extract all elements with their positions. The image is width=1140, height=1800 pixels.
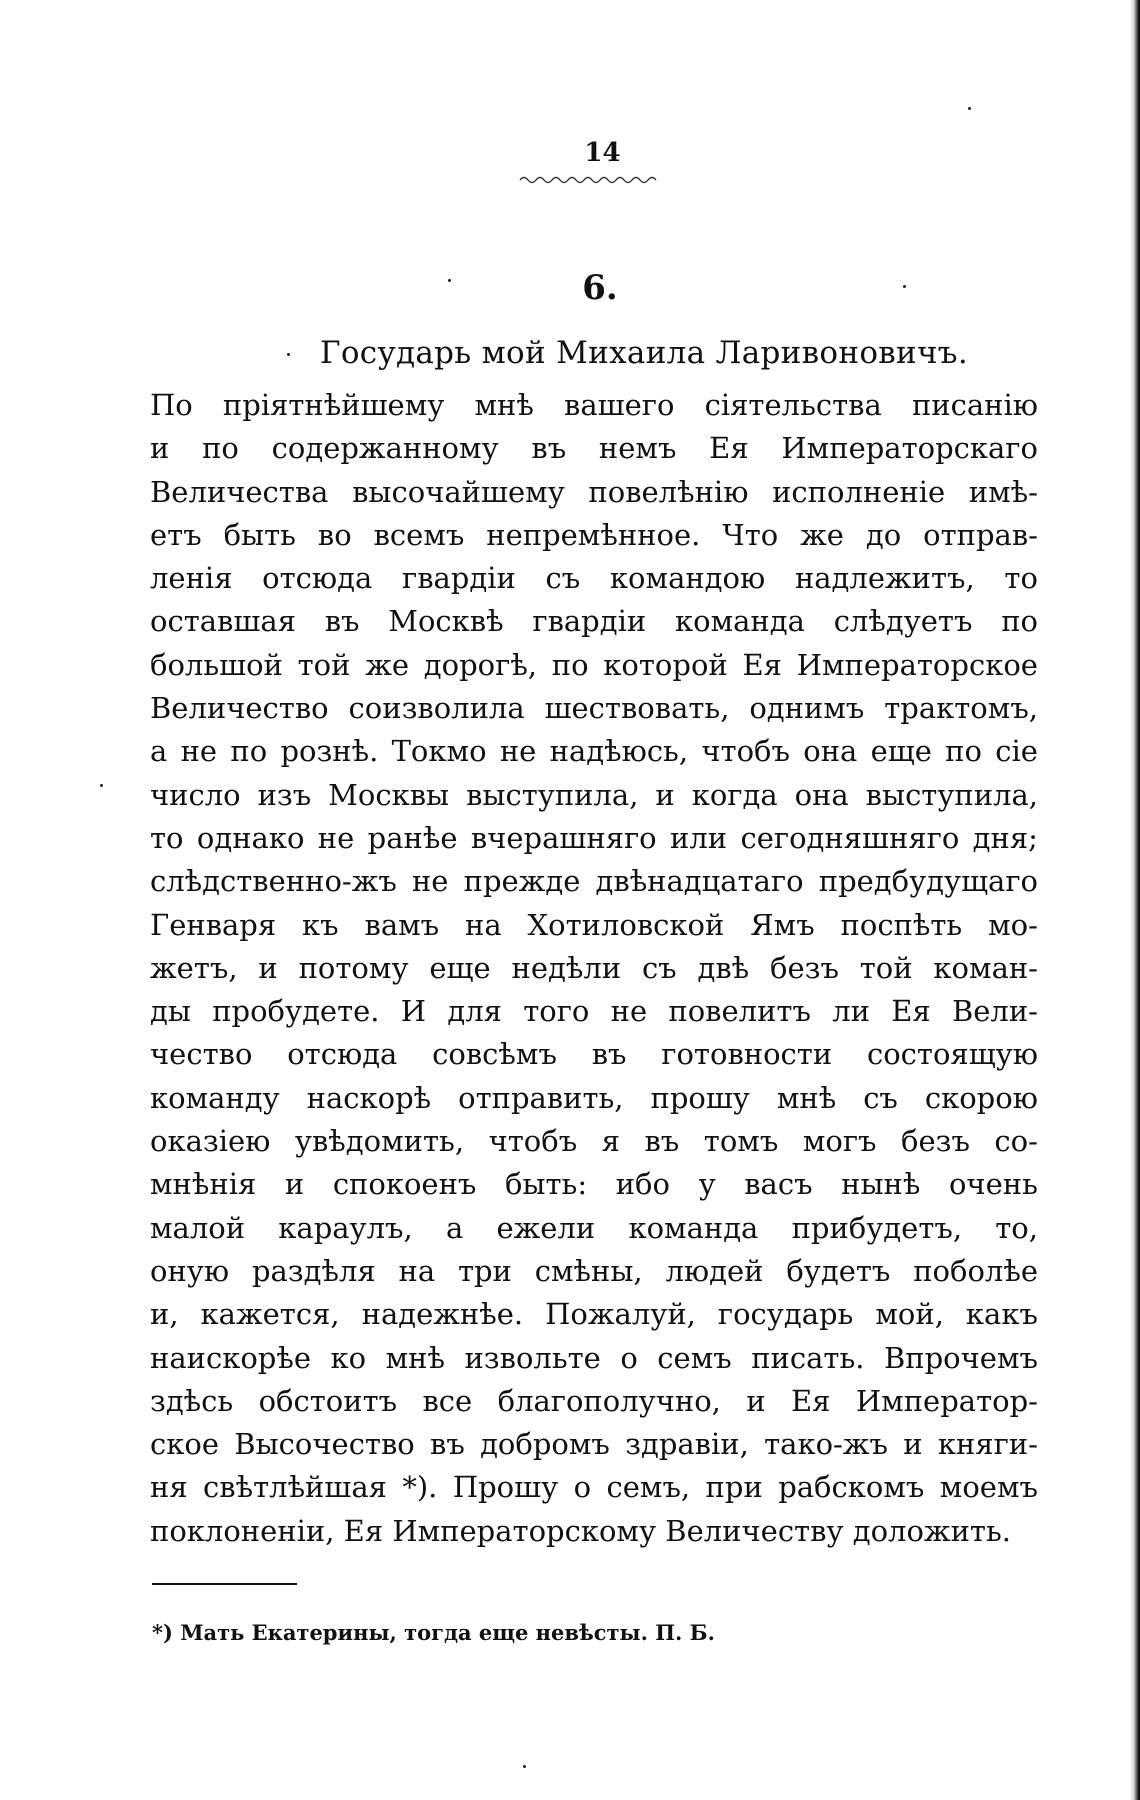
word: большой <box>150 647 283 682</box>
text-line <box>150 1120 1038 1163</box>
word: семъ, <box>606 1470 691 1505</box>
word: Высочество <box>234 1427 415 1462</box>
word: безъ <box>770 950 839 985</box>
word: ское <box>150 1427 219 1462</box>
word: тако-жъ <box>764 1427 888 1462</box>
word: о <box>573 1470 592 1505</box>
word: той <box>297 647 351 682</box>
word: готовности <box>661 1037 833 1072</box>
word: отправ- <box>923 517 1038 552</box>
word: однако <box>196 820 305 855</box>
word: наискорѣе <box>150 1340 311 1375</box>
word: отправить, <box>458 1080 624 1115</box>
word: двѣнадцатаго <box>595 864 804 899</box>
word: той <box>859 950 913 985</box>
word: не <box>610 994 648 1029</box>
word: шествовать, <box>544 691 730 726</box>
word: обстоитъ <box>258 1383 398 1418</box>
word: быть <box>223 517 296 552</box>
word: Вели- <box>951 994 1038 1029</box>
word: княги- <box>937 1427 1038 1462</box>
text-line <box>150 471 1038 514</box>
word: и <box>150 431 170 466</box>
word: Москвѣ <box>388 604 504 639</box>
word: оказіею <box>150 1124 271 1159</box>
word: будетъ <box>786 1253 891 1288</box>
word: Прошу <box>452 1470 559 1505</box>
text-line <box>150 817 1038 860</box>
word: Токмо <box>391 734 487 769</box>
text-line <box>150 1293 1038 1336</box>
word: же <box>365 647 410 682</box>
text-line <box>150 860 1038 903</box>
word: семъ <box>657 1340 732 1375</box>
word: того <box>523 994 590 1029</box>
word: оставшая <box>150 604 296 639</box>
text-line <box>150 1466 1038 1509</box>
text-line <box>150 1250 1038 1293</box>
word: Ея <box>709 431 749 466</box>
word: въ <box>430 1427 465 1462</box>
word: извольте <box>464 1340 601 1375</box>
word: И <box>400 994 427 1029</box>
word: высочайшему <box>352 474 565 509</box>
word: и <box>655 777 675 812</box>
word: съ <box>863 1080 898 1115</box>
word: же <box>800 517 844 552</box>
word: со- <box>994 1124 1038 1159</box>
speck <box>968 107 971 110</box>
word: Величество <box>150 691 329 726</box>
text-line <box>150 947 1038 990</box>
word: на <box>465 907 502 942</box>
ornament-divider <box>518 175 673 187</box>
word: во <box>317 517 352 552</box>
word: соизволила <box>348 691 525 726</box>
word: рабскомъ <box>778 1470 925 1505</box>
word: команда <box>675 604 805 639</box>
word: наскорѣ <box>306 1080 432 1115</box>
word: предбудущаго <box>818 864 1038 899</box>
word: и <box>284 1167 305 1202</box>
word: у <box>698 1167 716 1202</box>
word: недѣли <box>511 950 622 985</box>
word: чество <box>150 1037 253 1072</box>
word: сіятельства <box>704 388 882 422</box>
word: Москвы <box>328 777 450 812</box>
word: мо- <box>988 907 1038 942</box>
word: Ея <box>891 994 931 1029</box>
text-line <box>150 1163 1038 1206</box>
word: По <box>150 388 193 422</box>
word: дня; <box>972 820 1038 855</box>
word: писать. <box>751 1340 865 1375</box>
word: надежнѣе. <box>361 1297 524 1332</box>
word: поболѣе <box>913 1253 1038 1288</box>
word: вамъ <box>364 907 440 942</box>
word: мнѣнія <box>150 1167 257 1202</box>
text-line <box>150 1423 1038 1466</box>
word: для <box>447 994 502 1029</box>
word: какъ <box>965 1297 1038 1332</box>
word: Императорское <box>796 647 1038 682</box>
word: вашего <box>564 388 675 422</box>
word: по <box>945 734 982 769</box>
word: команду <box>150 1080 280 1115</box>
letter-salutation: Государь мой Михаила Ларивоновичъ. <box>320 335 968 371</box>
word: не <box>411 864 449 899</box>
word: въ <box>324 604 360 639</box>
text-line <box>150 730 1038 773</box>
word: повелитъ <box>668 994 811 1029</box>
text-line <box>150 1380 1038 1423</box>
word: могъ <box>802 1124 877 1159</box>
text-line-last: поклоненіи, Ея Императорскому Величеству доложить. <box>150 1513 1011 1548</box>
section-number: 6. <box>582 268 618 308</box>
word: вчерашняго <box>470 820 657 855</box>
word: смѣны, <box>534 1253 643 1288</box>
word: потому <box>298 950 409 985</box>
word: надѣюсь, <box>549 734 689 769</box>
word: прошу <box>650 1080 750 1115</box>
word: здравіи, <box>625 1427 749 1462</box>
word: а <box>445 1210 464 1245</box>
text-line <box>150 514 1038 557</box>
text-line <box>150 644 1038 687</box>
word: свѣтлѣйшая <box>203 1470 387 1505</box>
speck <box>523 1765 526 1768</box>
word: ежели <box>496 1210 596 1245</box>
text-line <box>150 687 1038 730</box>
word: и <box>746 1383 766 1418</box>
word: оную <box>150 1253 230 1288</box>
word: прежде <box>463 864 581 899</box>
word: нынѣ <box>841 1167 921 1202</box>
word: здѣсь <box>150 1383 234 1418</box>
word: о <box>620 1340 638 1375</box>
word: государь <box>717 1297 854 1332</box>
word: людей <box>665 1253 764 1288</box>
text-line <box>150 427 1038 470</box>
word: безъ <box>901 1124 970 1159</box>
word: которой <box>603 647 728 682</box>
word: Генваря <box>150 907 277 942</box>
word: ибо <box>615 1167 670 1202</box>
text-line <box>150 774 1038 817</box>
text-line <box>150 1077 1038 1120</box>
word: не <box>317 820 355 855</box>
word: чтобъ <box>701 734 790 769</box>
word: имѣ- <box>968 474 1038 509</box>
word: скорою <box>924 1080 1038 1115</box>
word: *). <box>402 1470 438 1505</box>
word: выступила, <box>865 777 1038 812</box>
word: изъ <box>257 777 312 812</box>
word: чтобъ <box>488 1124 578 1159</box>
text-line <box>150 1337 1038 1380</box>
word: васъ <box>744 1167 813 1202</box>
word: сіе <box>995 734 1038 769</box>
word: и <box>903 1427 923 1462</box>
word: совсѣмъ <box>432 1037 557 1072</box>
word: трактомъ, <box>884 691 1038 726</box>
word: поспѣть <box>840 907 963 942</box>
word: томъ <box>703 1124 779 1159</box>
word: Императорскаго <box>781 431 1038 466</box>
word: ды <box>150 994 191 1029</box>
word: по <box>1001 604 1038 639</box>
word: на <box>398 1253 436 1288</box>
word: жетъ, <box>150 950 238 985</box>
word: то <box>1004 561 1038 596</box>
word: добромъ <box>480 1427 610 1462</box>
word: я <box>601 1124 620 1159</box>
word: съ <box>545 561 581 596</box>
word: и <box>258 950 278 985</box>
word: по <box>230 734 268 769</box>
word: въ <box>591 1037 627 1072</box>
word: Величества <box>150 474 329 509</box>
word: етъ <box>150 517 202 552</box>
word: спокоенъ <box>332 1167 477 1202</box>
word: число <box>150 777 241 812</box>
word: исполненіе <box>772 474 946 509</box>
word: еще <box>429 950 491 985</box>
word: быть: <box>504 1167 588 1202</box>
word: она <box>794 777 849 812</box>
word: рознѣ. <box>280 734 379 769</box>
word: состоящую <box>866 1037 1038 1072</box>
word: содержанному <box>271 431 499 466</box>
word: до <box>865 517 902 552</box>
word: надлежитъ, <box>794 561 975 596</box>
text-line <box>150 990 1038 1033</box>
word: всемъ <box>373 517 465 552</box>
word: слѣдуетъ <box>833 604 973 639</box>
word: ленія <box>150 561 233 596</box>
word: ко <box>330 1340 367 1375</box>
word: благополучно, <box>497 1383 721 1418</box>
word: еще <box>870 734 932 769</box>
word: Император- <box>855 1383 1038 1418</box>
word: по <box>551 647 589 682</box>
text-line <box>150 904 1038 947</box>
word: Хотиловской <box>527 907 725 942</box>
word: мнѣ <box>776 1080 837 1115</box>
word: раздѣля <box>251 1253 376 1288</box>
word: все <box>422 1383 473 1418</box>
text-line <box>150 384 1038 427</box>
word: очень <box>948 1167 1038 1202</box>
word: Впрочемъ <box>883 1340 1038 1375</box>
word: три <box>457 1253 512 1288</box>
word: прибудетъ, <box>791 1210 963 1245</box>
text-line <box>150 1033 1038 1076</box>
word: то <box>150 820 184 855</box>
word: ли <box>832 994 870 1029</box>
word: пробудете. <box>212 994 380 1029</box>
word: ранѣе <box>367 820 458 855</box>
word: мой, <box>875 1297 944 1332</box>
word: съ <box>641 950 677 985</box>
word: дорогѣ, <box>423 647 538 682</box>
word: при <box>705 1470 763 1505</box>
word: а <box>150 734 168 769</box>
word: мнѣ <box>474 388 534 422</box>
word: моемъ <box>939 1470 1038 1505</box>
word: пріятнѣйшему <box>222 388 445 422</box>
word: однимъ <box>749 691 865 726</box>
word: гвардіи <box>402 561 516 596</box>
word: двѣ <box>697 950 750 985</box>
word: отсюда <box>287 1037 398 1072</box>
word: то, <box>995 1210 1038 1245</box>
word: командою <box>609 561 766 596</box>
speck <box>100 784 103 787</box>
word: въ <box>531 431 567 466</box>
word: команда <box>628 1210 759 1245</box>
letter-body <box>150 384 1038 1553</box>
word: слѣдственно-жъ <box>150 864 397 899</box>
word: отсюда <box>262 561 373 596</box>
word: не <box>499 734 537 769</box>
footnote: *) Мать Екатерины, тогда еще невѣсты. П. Б. <box>152 1620 715 1645</box>
word: выступила, <box>466 777 639 812</box>
word: когда <box>691 777 778 812</box>
word: или <box>670 820 728 855</box>
word: писанію <box>911 388 1038 422</box>
word: Ея <box>742 647 782 682</box>
word: сегодняшняго <box>740 820 960 855</box>
word: немъ <box>598 431 677 466</box>
word: малой <box>150 1210 246 1245</box>
word: Ея <box>791 1383 831 1418</box>
word: въ <box>644 1124 680 1159</box>
word: кажется, <box>200 1297 340 1332</box>
text-line <box>150 1207 1038 1250</box>
text-line <box>150 557 1038 600</box>
text-line <box>150 600 1038 643</box>
word: ня <box>150 1470 188 1505</box>
word: увѣдомить, <box>294 1124 465 1159</box>
word: непремѣнное. <box>486 517 701 552</box>
footnote-divider <box>152 1583 297 1585</box>
word: караулъ, <box>278 1210 413 1245</box>
word: она <box>803 734 858 769</box>
word: и, <box>150 1297 179 1332</box>
word: мнѣ <box>385 1340 445 1375</box>
word: Ямъ <box>750 907 815 942</box>
word: по <box>202 431 239 466</box>
word: повелѣнію <box>588 474 749 509</box>
word: коман- <box>933 950 1038 985</box>
word: гвардіи <box>532 604 647 639</box>
word: Что <box>722 517 779 552</box>
speck <box>287 353 290 356</box>
page-number: 14 <box>584 138 621 168</box>
word: къ <box>302 907 339 942</box>
word: не <box>180 734 218 769</box>
word: Пожалуй, <box>545 1297 696 1332</box>
